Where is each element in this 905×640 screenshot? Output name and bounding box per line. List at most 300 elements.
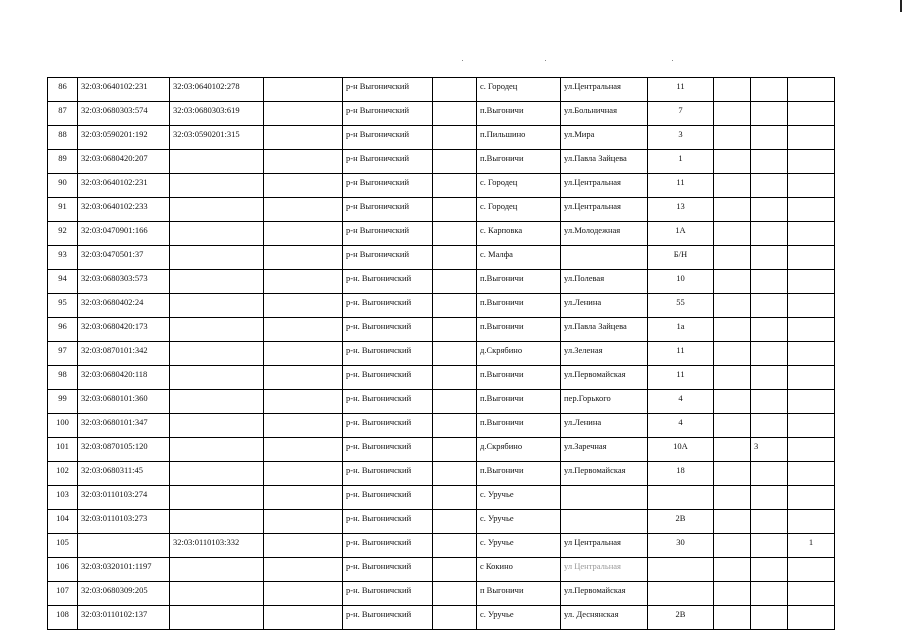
cadastral-number-cell: 32:03:0110103:274 [78,486,170,510]
cadastral-number-cell: 32:03:0680420:118 [78,366,170,390]
empty-cell [714,390,751,414]
extra-value-cell [751,390,788,414]
empty-cell [714,438,751,462]
locality-cell: с Кокино [477,558,561,582]
row-number-cell: 94 [48,270,78,294]
district-cell: р-н Выгоничский [343,126,433,150]
empty-cell [433,606,477,630]
empty-cell [433,366,477,390]
table-row [48,294,835,318]
empty-cell [714,246,751,270]
extra-value-cell: 3 [751,438,788,462]
district-cell: р-н Выгоничский [343,222,433,246]
extra-value-cell [751,174,788,198]
empty-cell [433,438,477,462]
related-cadastral-number-cell [170,342,264,366]
extra-value-cell [751,366,788,390]
house-number-cell [648,582,714,606]
empty-cell [433,222,477,246]
empty-cell [264,294,343,318]
empty-cell [714,534,751,558]
house-number-cell: 11 [648,78,714,102]
locality-cell: д.Скрябино [477,438,561,462]
house-number-cell: 10 [648,270,714,294]
locality-cell: п.Выгоничи [477,318,561,342]
empty-cell [433,486,477,510]
street-cell: ул.Зеленая [561,342,648,366]
locality-cell: п.Выгоничи [477,270,561,294]
extra-value-cell-2 [788,78,835,102]
locality-cell: п.Выгоничи [477,366,561,390]
district-cell: р-н Выгоничский [343,198,433,222]
cadastral-number-cell: 32:03:0680101:347 [78,414,170,438]
related-cadastral-number-cell: 32:03:0110103:332 [170,534,264,558]
street-cell [561,246,648,270]
empty-cell [264,510,343,534]
street-cell: ул.Павла Зайцева [561,318,648,342]
extra-value-cell-2 [788,486,835,510]
related-cadastral-number-cell [170,270,264,294]
empty-cell [264,390,343,414]
cadastral-number-cell: 32:03:0680402:24 [78,294,170,318]
district-cell: р-н. Выгоничский [343,534,433,558]
table-body [48,78,835,630]
empty-cell [714,318,751,342]
table-row [48,222,835,246]
related-cadastral-number-cell [170,414,264,438]
empty-cell [433,462,477,486]
locality-cell: п.Выгоничи [477,294,561,318]
empty-cell [433,102,477,126]
row-number-cell: 107 [48,582,78,606]
house-number-cell: 2В [648,510,714,534]
related-cadastral-number-cell [170,318,264,342]
cadastral-number-cell: 32:03:0680311:45 [78,462,170,486]
extra-value-cell [751,126,788,150]
cadastral-number-cell: 32:03:0870105:120 [78,438,170,462]
cadastral-number-cell: 32:03:0470901:166 [78,222,170,246]
row-number-cell: 90 [48,174,78,198]
extra-value-cell [751,582,788,606]
empty-cell [264,126,343,150]
house-number-cell: 1а [648,318,714,342]
related-cadastral-number-cell [170,390,264,414]
street-cell: пер.Горького [561,390,648,414]
cadastral-number-cell: 32:03:0590201:192 [78,126,170,150]
row-number-cell: 99 [48,390,78,414]
extra-value-cell [751,558,788,582]
street-cell: ул.Первомайская [561,582,648,606]
house-number-cell [648,486,714,510]
table-row [48,390,835,414]
scan-dot [462,60,463,61]
related-cadastral-number-cell [170,174,264,198]
table-row [48,366,835,390]
house-number-cell: 1А [648,222,714,246]
cadastral-number-cell: 32:03:0680303:573 [78,270,170,294]
extra-value-cell [751,222,788,246]
empty-cell [714,174,751,198]
empty-cell [714,582,751,606]
empty-cell [714,462,751,486]
extra-value-cell [751,294,788,318]
empty-cell [264,438,343,462]
cadastral-number-cell: 32:03:0640102:231 [78,174,170,198]
house-number-cell: 4 [648,414,714,438]
district-cell: р-н. Выгоничский [343,438,433,462]
page-edge-mark [900,0,902,12]
house-number-cell: 2В [648,606,714,630]
scan-dot [545,60,546,61]
empty-cell [433,78,477,102]
row-number-cell: 101 [48,438,78,462]
locality-cell: п Выгоничи [477,582,561,606]
scan-dot [672,60,673,61]
extra-value-cell-2 [788,606,835,630]
empty-cell [714,342,751,366]
locality-cell: с. Городец [477,198,561,222]
empty-cell [264,174,343,198]
extra-value-cell [751,534,788,558]
district-cell: р-н Выгоничский [343,174,433,198]
related-cadastral-number-cell [170,294,264,318]
table-row [48,198,835,222]
extra-value-cell [751,78,788,102]
related-cadastral-number-cell: 32:03:0640102:278 [170,78,264,102]
row-number-cell: 87 [48,102,78,126]
locality-cell: д.Скрябино [477,342,561,366]
extra-value-cell-2 [788,294,835,318]
table-row [48,462,835,486]
empty-cell [714,366,751,390]
row-number-cell: 108 [48,606,78,630]
empty-cell [264,606,343,630]
street-cell: ул.Молодежная [561,222,648,246]
district-cell: р-н. Выгоничский [343,390,433,414]
street-cell: ул Центральная [561,558,648,582]
district-cell: р-н. Выгоничский [343,318,433,342]
extra-value-cell [751,486,788,510]
district-cell: р-н. Выгоничский [343,486,433,510]
row-number-cell: 91 [48,198,78,222]
related-cadastral-number-cell [170,246,264,270]
empty-cell [433,174,477,198]
extra-value-cell [751,318,788,342]
row-number-cell: 106 [48,558,78,582]
empty-cell [433,318,477,342]
house-number-cell: Б/Н [648,246,714,270]
district-cell: р-н Выгоничский [343,246,433,270]
house-number-cell: 11 [648,174,714,198]
extra-value-cell-2 [788,174,835,198]
empty-cell [714,414,751,438]
empty-cell [264,270,343,294]
house-number-cell: 7 [648,102,714,126]
locality-cell: п.Выгоничи [477,462,561,486]
related-cadastral-number-cell [170,486,264,510]
house-number-cell: 13 [648,198,714,222]
empty-cell [433,342,477,366]
district-cell: р-н. Выгоничский [343,510,433,534]
extra-value-cell-2 [788,150,835,174]
empty-cell [433,198,477,222]
row-number-cell: 95 [48,294,78,318]
empty-cell [433,582,477,606]
table-row [48,582,835,606]
row-number-cell: 88 [48,126,78,150]
street-cell: ул.Ленина [561,414,648,438]
table-row [48,438,835,462]
extra-value-cell [751,150,788,174]
district-cell: р-н Выгоничский [343,102,433,126]
cadastral-number-cell: 32:03:0870101:342 [78,342,170,366]
empty-cell [714,558,751,582]
empty-cell [714,510,751,534]
empty-cell [714,78,751,102]
cadastral-number-cell: 32:03:0680303:574 [78,102,170,126]
row-number-cell: 97 [48,342,78,366]
empty-cell [264,342,343,366]
row-number-cell: 104 [48,510,78,534]
row-number-cell: 105 [48,534,78,558]
district-cell: р-н. Выгоничский [343,462,433,486]
empty-cell [264,222,343,246]
street-cell: ул.Центральная [561,174,648,198]
empty-cell [433,270,477,294]
street-cell: ул.Заречная [561,438,648,462]
house-number-cell: 55 [648,294,714,318]
table-row [48,486,835,510]
table-row [48,342,835,366]
district-cell: р-н. Выгоничский [343,342,433,366]
extra-value-cell-2 [788,222,835,246]
table-row [48,270,835,294]
empty-cell [714,198,751,222]
district-cell: р-н. Выгоничский [343,558,433,582]
empty-cell [433,558,477,582]
row-number-cell: 92 [48,222,78,246]
empty-cell [433,414,477,438]
related-cadastral-number-cell: 32:03:0680303:619 [170,102,264,126]
district-cell: р-н. Выгоничский [343,582,433,606]
street-cell [561,486,648,510]
related-cadastral-number-cell [170,462,264,486]
related-cadastral-number-cell [170,198,264,222]
street-cell: ул.Первомайская [561,366,648,390]
locality-cell: п.Выгоничи [477,390,561,414]
extra-value-cell [751,462,788,486]
row-number-cell: 103 [48,486,78,510]
cadastral-number-cell: 32:03:0680309:205 [78,582,170,606]
table-row [48,78,835,102]
district-cell: р-н. Выгоничский [343,294,433,318]
extra-value-cell-2 [788,318,835,342]
locality-cell: с. Малфа [477,246,561,270]
table-row [48,318,835,342]
cadastral-number-cell: 32:03:0470501:37 [78,246,170,270]
district-cell: р-н Выгоничский [343,78,433,102]
extra-value-cell [751,246,788,270]
empty-cell [264,246,343,270]
extra-value-cell-2 [788,414,835,438]
row-number-cell: 89 [48,150,78,174]
cadastral-number-cell: 32:03:0110103:273 [78,510,170,534]
extra-value-cell-2 [788,438,835,462]
empty-cell [264,558,343,582]
cadastral-number-cell: 32:03:0680420:207 [78,150,170,174]
extra-value-cell [751,414,788,438]
related-cadastral-number-cell [170,606,264,630]
locality-cell: с. Городец [477,174,561,198]
table-row [48,174,835,198]
locality-cell: с. Уручье [477,534,561,558]
extra-value-cell-2 [788,510,835,534]
empty-cell [433,294,477,318]
cadastral-number-cell: 32:03:0320101:1197 [78,558,170,582]
table-row [48,150,835,174]
empty-cell [264,102,343,126]
extra-value-cell [751,198,788,222]
empty-cell [433,510,477,534]
row-number-cell: 98 [48,366,78,390]
extra-value-cell-2 [788,102,835,126]
extra-value-cell [751,510,788,534]
extra-value-cell-2 [788,126,835,150]
locality-cell: с. Уручье [477,606,561,630]
empty-cell [714,126,751,150]
row-number-cell: 86 [48,78,78,102]
extra-value-cell-2 [788,558,835,582]
extra-value-cell [751,606,788,630]
row-number-cell: 102 [48,462,78,486]
street-cell: ул.Полевая [561,270,648,294]
related-cadastral-number-cell [170,150,264,174]
related-cadastral-number-cell [170,438,264,462]
cadastral-number-cell: 32:03:0680420:173 [78,318,170,342]
locality-cell: с. Уручье [477,510,561,534]
empty-cell [264,534,343,558]
empty-cell [264,318,343,342]
empty-cell [714,150,751,174]
property-registry-table [47,77,835,630]
house-number-cell: 4 [648,390,714,414]
extra-value-cell-2 [788,246,835,270]
extra-value-cell-2 [788,462,835,486]
street-cell: ул.Первомайская [561,462,648,486]
extra-value-cell [751,270,788,294]
related-cadastral-number-cell [170,366,264,390]
related-cadastral-number-cell: 32:03:0590201:315 [170,126,264,150]
table-row [48,414,835,438]
empty-cell [433,534,477,558]
table-row [48,558,835,582]
related-cadastral-number-cell [170,582,264,606]
district-cell: р-н. Выгоничский [343,606,433,630]
table-row [48,126,835,150]
street-cell: ул. Деснянская [561,606,648,630]
empty-cell [264,462,343,486]
extra-value-cell-2 [788,342,835,366]
empty-cell [433,390,477,414]
row-number-cell: 96 [48,318,78,342]
empty-cell [264,150,343,174]
extra-value-cell-2 [788,198,835,222]
empty-cell [264,78,343,102]
house-number-cell: 3 [648,126,714,150]
locality-cell: п.Выгоничи [477,150,561,174]
district-cell: р-н. Выгоничский [343,414,433,438]
extra-value-cell-2 [788,582,835,606]
related-cadastral-number-cell [170,558,264,582]
cadastral-number-cell [78,534,170,558]
house-number-cell: 1 [648,150,714,174]
empty-cell [714,486,751,510]
related-cadastral-number-cell [170,510,264,534]
street-cell: ул.Центральная [561,198,648,222]
locality-cell: с. Уручье [477,486,561,510]
empty-cell [264,198,343,222]
house-number-cell: 11 [648,366,714,390]
street-cell: ул Центральная [561,534,648,558]
empty-cell [264,366,343,390]
empty-cell [433,246,477,270]
row-number-cell: 93 [48,246,78,270]
street-cell: ул.Ленина [561,294,648,318]
street-cell: ул.Центральная [561,78,648,102]
empty-cell [264,486,343,510]
house-number-cell: 11 [648,342,714,366]
table-row [48,510,835,534]
cadastral-number-cell: 32:03:0110102:137 [78,606,170,630]
house-number-cell: 10А [648,438,714,462]
street-cell [561,510,648,534]
extra-value-cell-2 [788,270,835,294]
district-cell: р-н. Выгоничский [343,270,433,294]
district-cell: р-н Выгоничский [343,150,433,174]
extra-value-cell [751,102,788,126]
table-row [48,606,835,630]
locality-cell: с. Городец [477,78,561,102]
empty-cell [264,414,343,438]
table-row [48,534,835,558]
house-number-cell: 30 [648,534,714,558]
locality-cell: п.Выгоничи [477,102,561,126]
cadastral-number-cell: 32:03:0680101:360 [78,390,170,414]
empty-cell [714,222,751,246]
row-number-cell: 100 [48,414,78,438]
extra-value-cell [751,342,788,366]
extra-value-cell-2: 1 [788,534,835,558]
extra-value-cell-2 [788,366,835,390]
empty-cell [264,582,343,606]
locality-cell: п.Пильшино [477,126,561,150]
empty-cell [714,270,751,294]
empty-cell [714,606,751,630]
table-row [48,102,835,126]
house-number-cell [648,558,714,582]
empty-cell [714,102,751,126]
street-cell: ул.Больничная [561,102,648,126]
empty-cell [714,294,751,318]
street-cell: ул.Мира [561,126,648,150]
cadastral-number-cell: 32:03:0640102:233 [78,198,170,222]
locality-cell: с. Карповка [477,222,561,246]
extra-value-cell-2 [788,390,835,414]
locality-cell: п.Выгоничи [477,414,561,438]
cadastral-number-cell: 32:03:0640102:231 [78,78,170,102]
house-number-cell: 18 [648,462,714,486]
street-cell: ул.Павла Зайцева [561,150,648,174]
